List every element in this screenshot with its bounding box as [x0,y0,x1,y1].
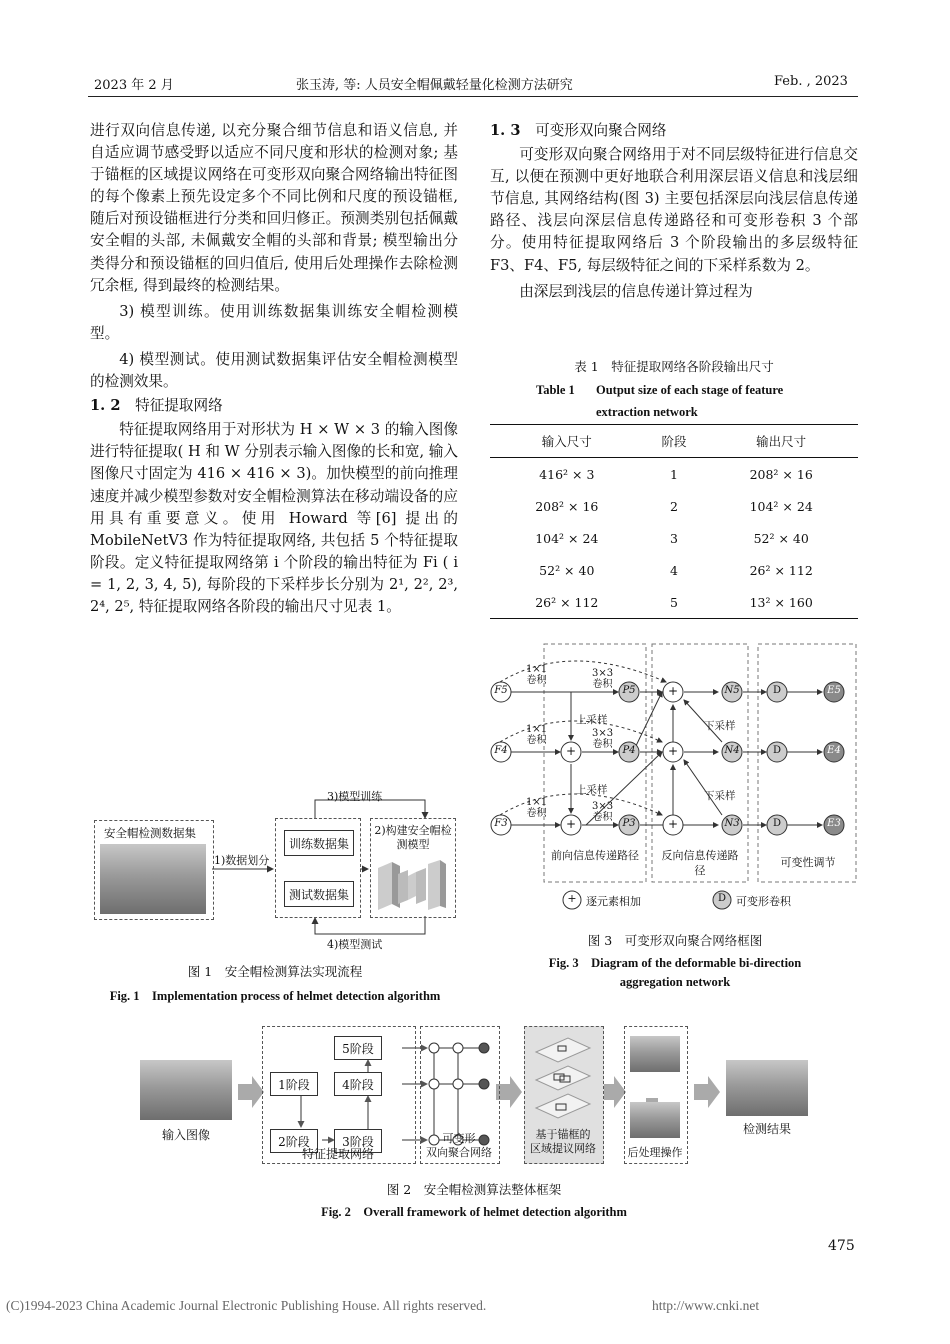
result-photo [726,1060,808,1116]
table-cell: 1 [670,466,678,482]
table-header-row [490,425,858,458]
figure-1-caption-cn: 图 1 安全帽检测算法实现流程 [187,964,363,979]
section-heading-1-2 [90,395,458,417]
node-n4: N4 [724,745,740,756]
conv1x1-label: 1×1 卷积 [526,664,548,686]
deform-node: D [772,685,782,696]
header-date-en: Feb. , 2023 [774,74,848,89]
deform-node: D [772,818,782,829]
add-node: + [667,684,679,698]
table-row [490,554,858,586]
table-row [490,490,858,522]
table-cell: 104² × 24 [535,530,599,546]
backward-path-label: 反向信息传递路径 [661,849,739,877]
figure-1 [90,784,460,954]
table-cell: 2 [670,498,678,514]
figure-3-caption-en-1: Fig. 3 Diagram of the deformable bi-direction [548,956,802,970]
deform-node: D [772,745,782,756]
paragraph: 4) 模型测试。使用测试数据集评估安全帽检测模型的检测效果。 [90,350,458,391]
node-p3: P3 [622,818,636,829]
dataset-label: 安全帽检测数据集 [104,826,196,840]
conv1x1-label: 1×1 卷积 [526,724,548,746]
table-cell: 26² × 112 [490,586,644,619]
stage1-box: 1阶段 [270,1072,318,1096]
step1-label: 1)数据划分 [214,854,270,867]
table-cell: 416² × 3 [539,466,595,482]
stage4-box: 4阶段 [334,1072,382,1096]
stage2-box: 2阶段 [270,1129,318,1153]
test-set-box: 测试数据集 [284,881,354,907]
node-e5: E5 [827,685,841,696]
table-row [490,522,858,554]
step3-label: 3)模型训练 [327,790,383,803]
add-node: + [667,817,679,831]
upsample-label: 上采样 [576,784,608,796]
postproc-photo-before [630,1036,680,1072]
conv3x3-label: 3×3 卷积 [592,728,614,750]
add-node: + [565,817,577,831]
section-title: 可变形双向聚合网络 [535,122,667,139]
node-f5: F5 [494,685,508,696]
node-e3: E3 [827,818,841,829]
section-number: 1. 2 [90,397,121,415]
figure-3-caption-cn: 图 3 可变形双向聚合网络框图 [587,933,763,948]
step4-label: 4)模型测试 [327,938,383,951]
legend-add-label: 逐元素相加 [586,895,641,908]
node-e4: E4 [827,745,841,756]
rpn-label: 基于锚框的 区域提议网络 [530,1128,596,1155]
add-node: + [565,744,577,758]
step2-label: 2)构建安全帽检测模型 [374,824,452,851]
legend-deform-icon: D [717,893,727,904]
legend-add-icon: + [567,892,577,905]
add-node: + [667,744,679,758]
section-title: 特征提取网络 [135,397,223,415]
table-cell: 4 [670,562,678,578]
table-cell: 3 [670,530,678,546]
section-number: 1. 3 [490,122,521,139]
table1 [490,424,858,619]
table-row [490,458,858,491]
input-image-label: 输入图像 [161,1128,210,1142]
downsample-label: 下采样 [704,720,736,732]
section-heading-1-3 [490,120,858,142]
table-cell: 26² × 112 [749,562,813,578]
table-cell: 208² × 16 [749,466,813,482]
table1-caption-en: Table 1 Output size of each stage of feature extraction network [536,383,784,419]
table-cell: 52² × 40 [539,562,595,578]
train-set-box: 训练数据集 [284,830,354,856]
paragraph: 由深层到浅层的信息传递计算过程为 [519,282,753,300]
dataset-photo [100,844,206,914]
table-row [490,586,858,619]
figure-1-caption-en: Fig. 1 Implementation process of helmet detection algorithm [109,989,441,1003]
figure-2-caption-cn: 图 2 安全帽检测算法整体框架 [386,1182,562,1197]
stage5-box: 5阶段 [334,1036,382,1060]
left-column [90,120,458,618]
table-cell: 13² × 160 [704,586,858,619]
deform-net-label: 可变形 双向聚合网络 [426,1132,492,1159]
node-n3: N3 [724,818,740,829]
feature-net-label: 特征提取网络 [301,1147,374,1161]
network-cube-icon [374,854,450,912]
paragraph: 3) 模型训练。使用训练数据集训练安全帽检测模型。 [90,302,458,342]
figure-2 [138,1024,810,1168]
column-header: 阶段 [644,425,705,458]
conv3x3-label: 3×3 卷积 [592,668,614,690]
paragraph: 可变形双向聚合网络用于对不同层级特征进行信息交互, 以便在预测中更好地联合利用深层语义信息和浅层细节信息, 其网络结构(图 3) 主要包括深层向浅层信息传递路径、浅层向深层信息传递路径和可变形卷积 3 个部分。使用特征提取网络后 3 个阶段输出的多层级特征 F3、F4、F5, 每层级特征之间的下采样系数为 2。 [490,146,858,274]
figure-3 [490,642,860,932]
table-cell: 208² × 16 [535,498,599,514]
result-label: 检测结果 [742,1122,791,1136]
header-rule [88,96,858,97]
anchor-boxes-icon [532,1034,594,1120]
header-date: 2023 年 2 月 [94,78,174,93]
node-p5: P5 [622,685,636,696]
column-header: 输出尺寸 [704,425,858,458]
input-image-photo [140,1060,232,1120]
cnki-url[interactable]: http://www.cnki.net [652,1298,760,1313]
postproc-photo-after [630,1102,680,1138]
figure-2-caption-en: Fig. 2 Overall framework of helmet detection algorithm [321,1205,627,1219]
conv3x3-label: 3×3 卷积 [592,801,614,823]
legend-deform-label: 可变形卷积 [736,895,791,908]
postproc-label: 后处理操作 [627,1146,683,1159]
paragraph: 特征提取网络用于对形状为 H × W × 3 的输入图像进行特征提取( H 和 W 分别表示输入图像的长和宽, 输入图像尺寸固定为 416 × 416 × 3)。加快模型的前向推理速度并减少模型参数对安全帽检测算法在移动端设备的应用具有重要意义。使用 Howard 等[6] 提出的 MobileNetV3 作为特征提取网络, 共包括 5 个特征提取阶段。定义特征提取网络第 i 个阶段的输出特征为 Fi ( i = 1, 2, 3, 4, 5), 每阶段的下采样步长分别为 2¹, 2², 2³, 2⁴, 2⁵, 特征提取网络各阶段的输出尺寸见表 1。 [90,421,458,615]
downsample-label: 下采样 [704,790,736,802]
right-column [490,120,858,303]
table-cell: 104² × 24 [749,498,813,514]
node-f4: F4 [494,745,508,756]
column-header: 输入尺寸 [490,425,644,458]
conv1x1-label: 1×1 卷积 [526,797,548,819]
deform-adjust-label: 可变性调节 [780,856,836,869]
page-number: 475 [828,1238,855,1254]
table1-caption-cn: 表 1 特征提取网络各阶段输出尺寸 [574,359,774,374]
figure-3-caption-en-2: aggregation network [619,975,731,989]
node-p4: P4 [622,745,636,756]
node-n5: N5 [724,685,740,696]
forward-path-label: 前向信息传递路径 [551,849,639,862]
table-cell: 52² × 40 [753,530,809,546]
table-cell: 5 [644,586,705,619]
node-f3: F3 [494,818,508,829]
copyright-footer: (C)1994-2023 China Academic Journal Electronic Publishing House. All rights reserved. [6,1298,487,1313]
header-title: 张玉涛, 等: 人员安全帽佩戴轻量化检测方法研究 [296,78,573,93]
upsample-label: 上采样 [576,714,608,726]
paragraph: 进行双向信息传递, 以充分聚合细节信息和语义信息, 并自适应调节感受野以适应不同尺度和形状的检测对象; 基于锚框的区域提议网络在可变形双向聚合网络输出特征图的每个像素上预先设定多个不同比例和尺度的预设锚框, 随后对预设锚框进行分类和回归修正。预测类别包括佩戴安全帽的头部, 未佩戴安全帽的头部和背景; 模型输出分类得分和预设锚框的回归值后, 使用后处理操作去除检测冗余框, 得到最终的检测结果。 [90,122,458,294]
stage3-box: 3阶段 [334,1129,382,1153]
